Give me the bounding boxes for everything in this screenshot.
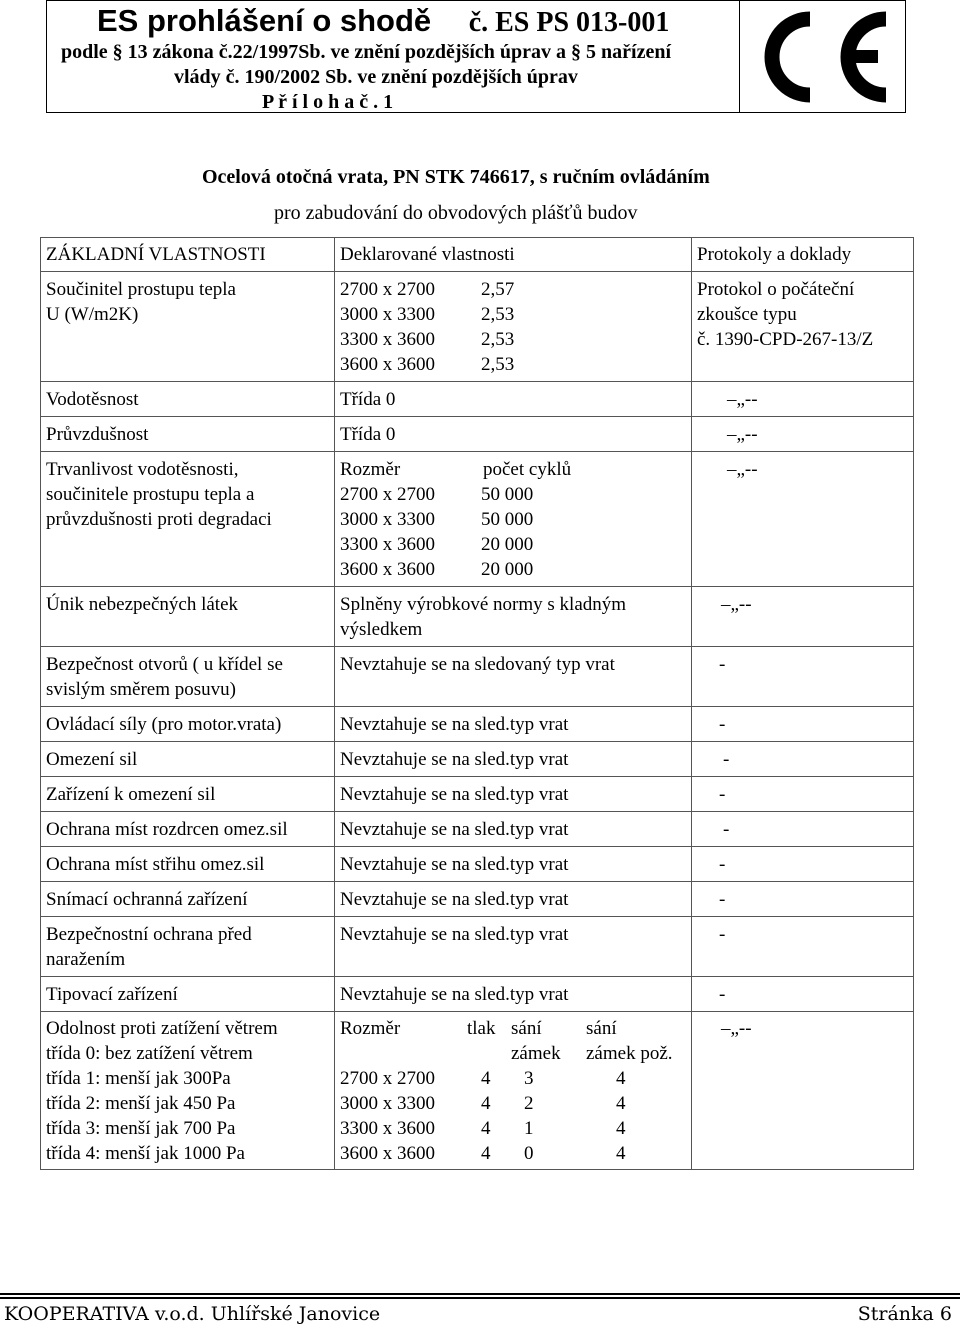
title-part1: ES prohlášení o shodě — [97, 3, 432, 38]
wind-suction-lock2-values: 4 4 4 4 — [616, 1068, 626, 1164]
wind-sizes: 2700 x 2700 3000 x 3300 3300 x 3600 3600 x 3600 — [340, 1068, 435, 1164]
row-tipping-value: Nevztahuje se na sled.typ vrat — [340, 984, 569, 1005]
row-force-limit-value: Nevztahuje se na sled.typ vrat — [340, 749, 569, 770]
row-force-limit-device-value: Nevztahuje se na sled.typ vrat — [340, 784, 569, 805]
row-watertightness-label: Vodotěsnost — [46, 389, 139, 410]
ce-mark-icon — [740, 1, 904, 112]
row-crush-protection-value: Nevztahuje se na sled.typ vrat — [340, 819, 569, 840]
row-airtightness-value: Třída 0 — [340, 424, 396, 445]
row-operating-forces-label: Ovládací síly (pro motor.vrata) — [46, 714, 282, 735]
product-title: Ocelová otočná vrata, PN STK 746617, s ručním ovládáním — [202, 166, 710, 188]
wind-col-size-header: Rozměr — [340, 1018, 401, 1039]
row-hazardous-value: Splněny výrobkové normy s kladným výsledkem — [340, 594, 627, 640]
row-hazardous-protocol: –„-- — [721, 594, 752, 615]
header-text-area — [47, 1, 739, 112]
row1-values: 2,57 2,53 2,53 2,53 — [481, 279, 515, 375]
wind-col-suction-lock-header: sání zámek — [511, 1018, 561, 1064]
row-opening-safety-value: Nevztahuje se na sledovaný typ vrat — [340, 654, 615, 675]
header-line4: P ř í l o h a č . 1 — [262, 91, 394, 113]
row-opening-safety-label: Bezpečnost otvorů ( u křídel se svislým směrem posuvu) — [46, 654, 283, 700]
wind-pressure-values: 4 4 4 4 — [481, 1068, 491, 1164]
row-shear-protection-protocol: - — [719, 854, 726, 875]
row-crush-protection-label: Ochrana míst rozdrcen omez.sil — [46, 819, 288, 840]
ce-logo-box — [739, 1, 905, 112]
row-durability-label: Trvanlivost vodotěsnosti, součinitele prostupu tepla a průvzdušnosti proti degradaci — [46, 459, 272, 530]
row-durability-sizes: Rozměr 2700 x 2700 3000 x 3300 3300 x 3600 3600 x 3600 — [340, 459, 435, 580]
product-subtitle: pro zabudování do obvodových plášťů budov — [274, 202, 638, 224]
row-opening-safety-protocol: - — [719, 654, 726, 675]
table-header-protocols: Protokoly a doklady — [697, 244, 852, 265]
wind-col-suction-lock2-header: sání zámek pož. — [586, 1018, 673, 1064]
footer-company: KOOPERATIVA v.o.d. Uhlířské Janovice — [4, 1303, 381, 1325]
footer-page-number: Stránka 6 — [857, 1303, 952, 1325]
row-hazardous-label: Únik nebezpečných látek — [46, 594, 239, 615]
header-box — [46, 0, 906, 113]
row-impact-protection-value: Nevztahuje se na sled.typ vrat — [340, 924, 569, 945]
row1-protocol: Protokol o počáteční zkoušce typu č. 1390-CPD-267-13/Z — [697, 279, 874, 350]
row1-label: Součinitel prostupu tepla U (W/m2K) — [46, 279, 236, 325]
row-force-limit-protocol: - — [723, 749, 730, 770]
table-header-properties: ZÁKLADNÍ VLASTNOSTI — [46, 244, 266, 265]
row-watertightness-protocol: –„-- — [727, 389, 758, 410]
row-airtightness-label: Průvzdušnost — [46, 424, 149, 445]
row-force-limit-device-label: Zařízení k omezení sil — [46, 784, 216, 805]
row-durability-cycles-header: počet cyklů — [483, 459, 572, 480]
wind-suction-lock-values: 3 2 1 0 — [524, 1068, 534, 1164]
row-sensing-device-value: Nevztahuje se na sled.typ vrat — [340, 889, 569, 910]
document-title — [97, 3, 669, 39]
row-airtightness-protocol: –„-- — [727, 424, 758, 445]
row-operating-forces-protocol: - — [719, 714, 726, 735]
row-force-limit-device-protocol: - — [719, 784, 726, 805]
title-part2: č. ES PS 013-001 — [468, 7, 670, 38]
wind-col-pressure-header: tlak — [467, 1018, 496, 1039]
header-line3: vlády č. 190/2002 Sb. ve znění pozdějších úprav — [174, 66, 578, 88]
row-shear-protection-label: Ochrana míst střihu omez.sil — [46, 854, 265, 875]
row-durability-protocol: –„-- — [727, 459, 758, 480]
row-tipping-label: Tipovací zařízení — [46, 984, 178, 1005]
row1-sizes: 2700 x 2700 3000 x 3300 3300 x 3600 3600 x 3600 — [340, 279, 435, 375]
row-watertightness-value: Třída 0 — [340, 389, 396, 410]
row-tipping-protocol: - — [719, 984, 726, 1005]
row-durability-cycles: 50 000 50 000 20 000 20 000 — [481, 484, 534, 580]
row-sensing-device-protocol: - — [719, 889, 726, 910]
footer-divider — [0, 1293, 960, 1295]
row-wind-load-label: Odolnost proti zatížení větrem třída 0: bez zatížení větrem třída 1: menší jak 300Pa třída 2: menší jak 450 Pa třída 3: menší jak 700 Pa třída 4: menší jak 1000 Pa — [46, 1018, 278, 1164]
row-operating-forces-value: Nevztahuje se na sled.typ vrat — [340, 714, 569, 735]
row-sensing-device-label: Snímací ochranná zařízení — [46, 889, 248, 910]
row-wind-load-protocol: –„-- — [721, 1018, 752, 1039]
table-header-declared: Deklarované vlastnosti — [340, 244, 515, 265]
header-line2: podle § 13 zákona č.22/1997Sb. ve znění pozdějších úprav a § 5 nařízení — [61, 41, 672, 63]
row-impact-protection-protocol: - — [719, 924, 726, 945]
row-impact-protection-label: Bezpečnostní ochrana před naražením — [46, 924, 252, 970]
row-shear-protection-value: Nevztahuje se na sled.typ vrat — [340, 854, 569, 875]
row-force-limit-label: Omezení sil — [46, 749, 138, 770]
row-crush-protection-protocol: - — [723, 819, 730, 840]
footer-divider-secondary — [0, 1297, 960, 1299]
